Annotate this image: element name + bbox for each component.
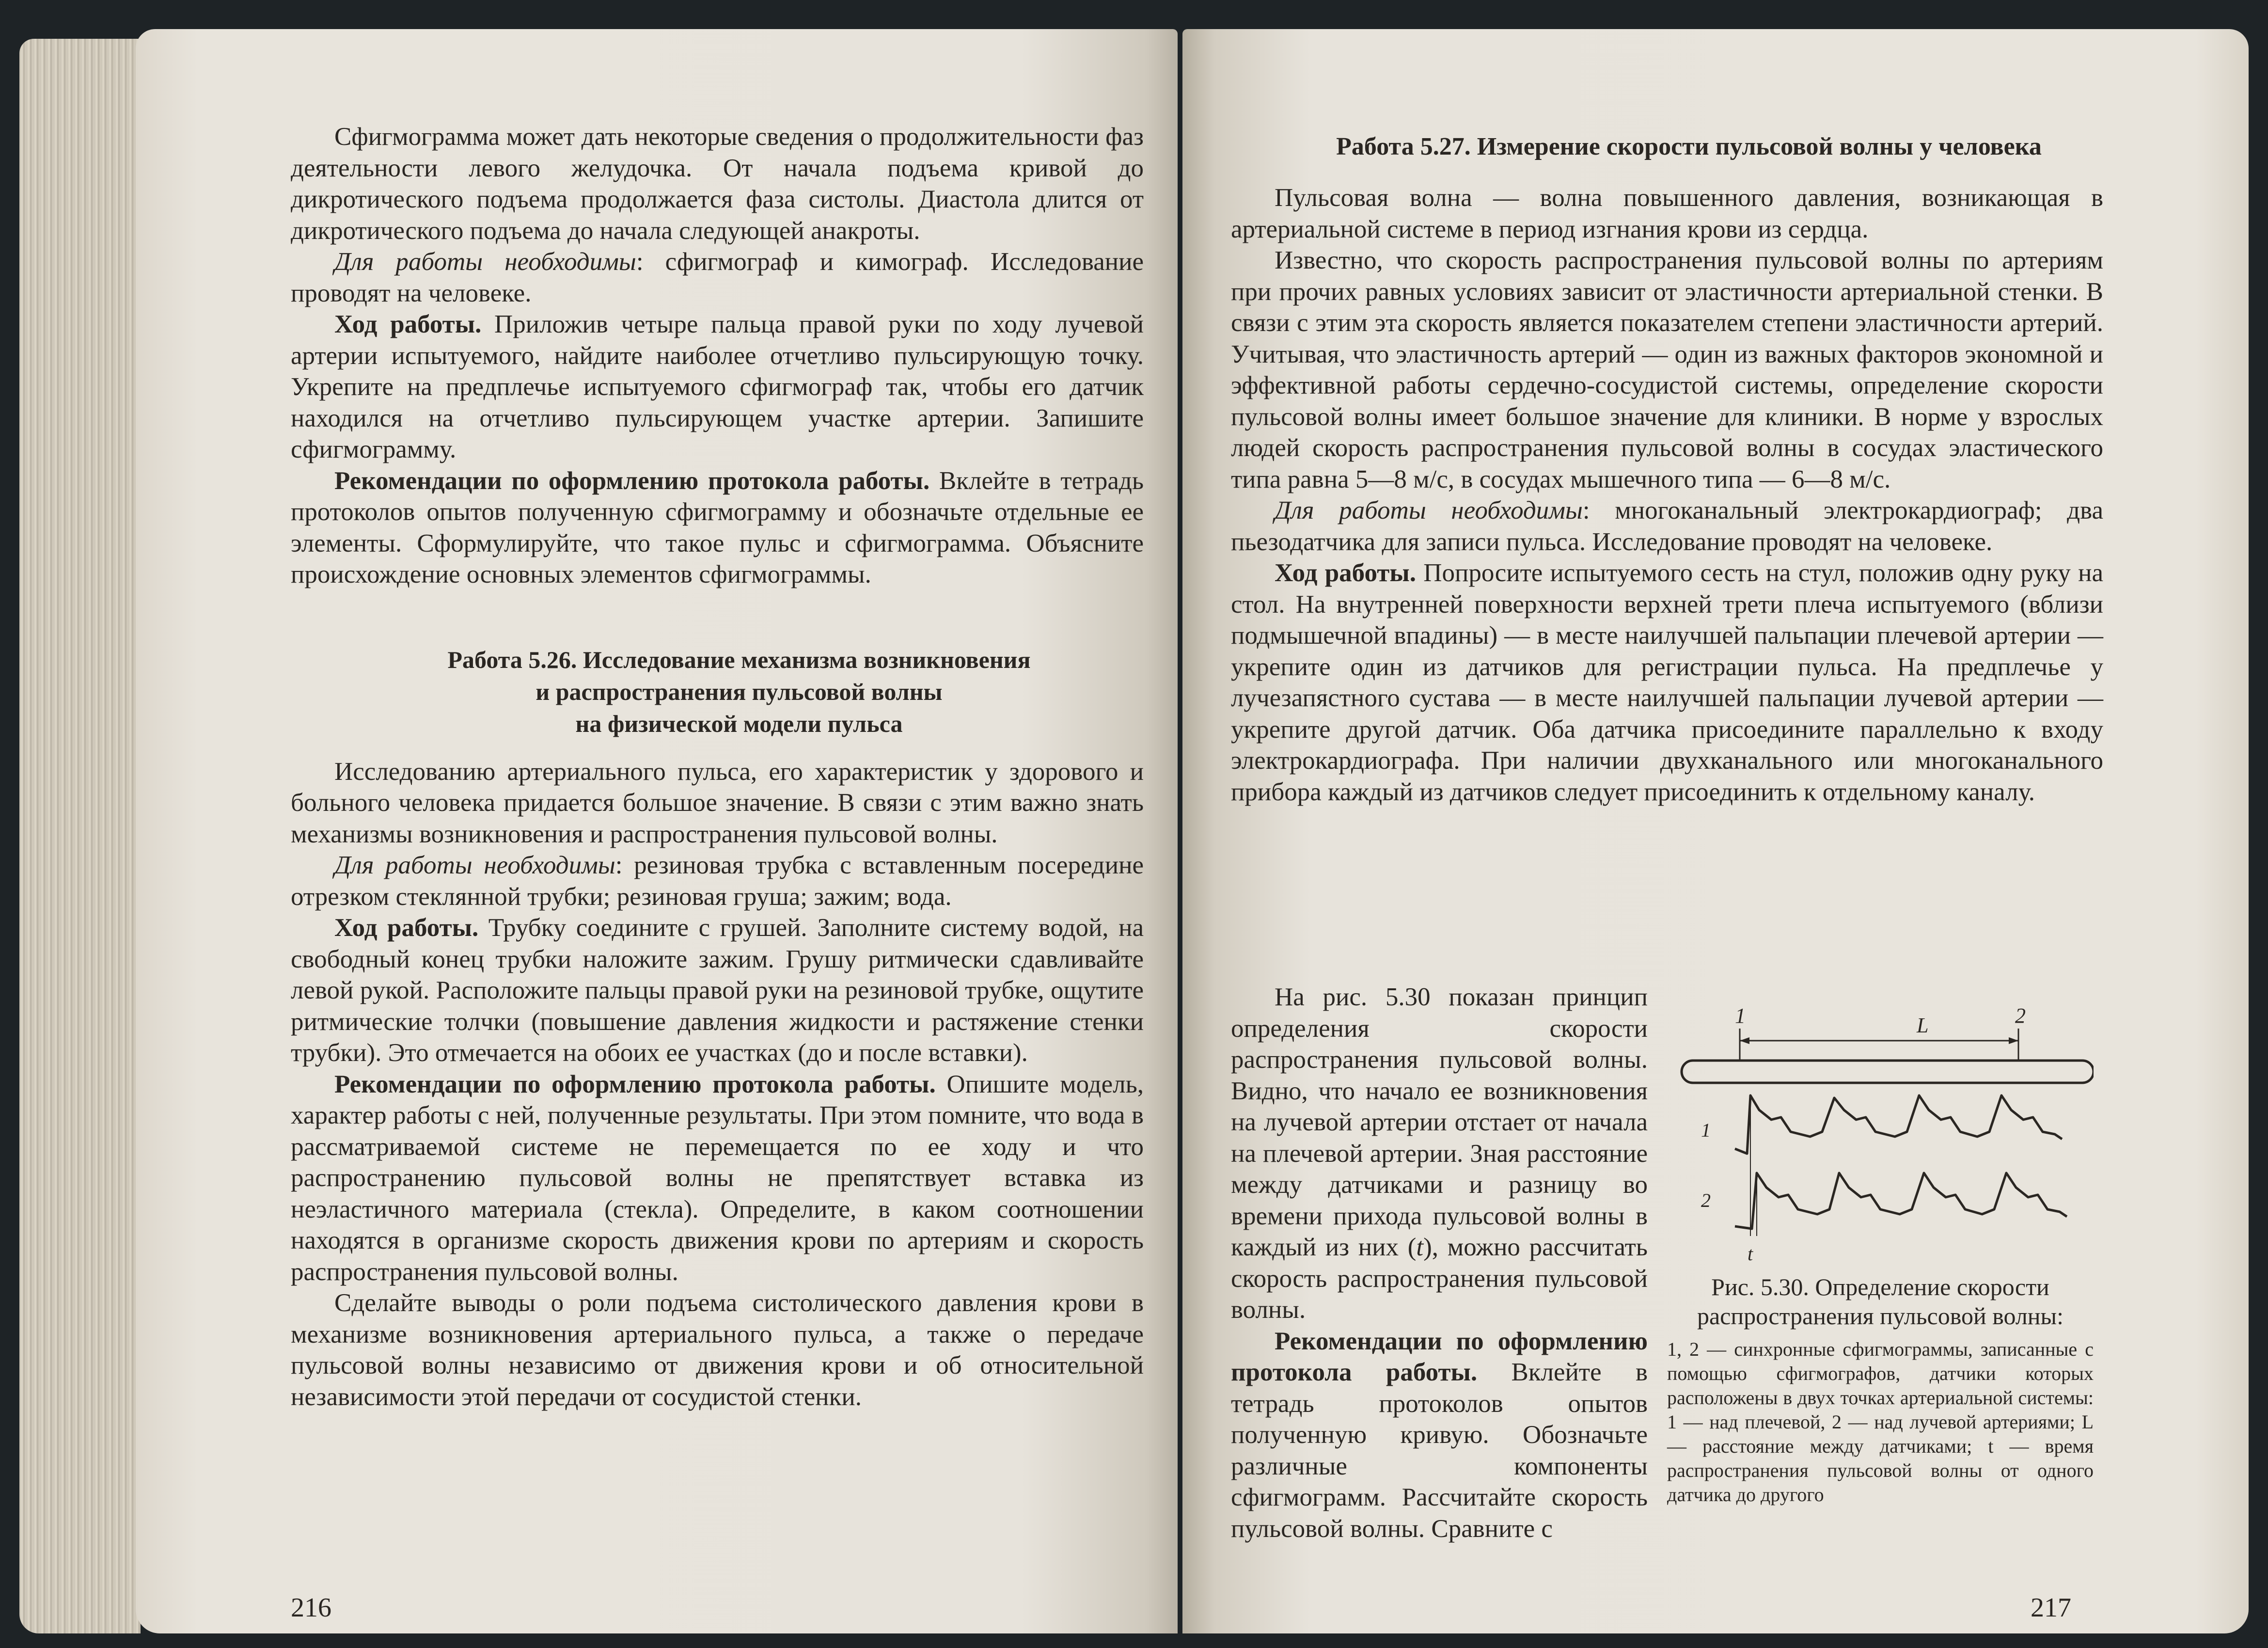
left-page-body xyxy=(291,121,1144,1412)
protocol-label: Рекомендации по оформлению протокола работы. xyxy=(334,1070,936,1098)
book-page-edges xyxy=(19,39,141,1633)
procedure-label: Ход работы. xyxy=(1275,559,1416,587)
protocol-label: Рекомендации по оформлению протокола работы. xyxy=(334,466,930,495)
right-paragraph-5: На рис. 5.30 показан принцип определения скорости распространения пульсовой волны. Видно, что начало ее возникновения на лучевой артерии отстает от начала на плечевой артерии. Зная расстояние между датчиками и разницу во времени прихода пульсовой волны в каждый из них (t), можно рассчитать скорость распространения пульсовой волны. xyxy=(1231,983,1648,1324)
distance-arrow xyxy=(1740,1029,2018,1061)
figure-legend: 1, 2 — синхронные сфигмограммы, записанные с помощью сфигмографов, датчики которых расположены в двух точках артериальной системы: 1 — над плечевой, 2 — над лучевой артериями; L — расстояние между датчиками; t — время распространения пульсовой волны от одного датчика до другого xyxy=(1667,1338,2094,1505)
materials-label: Для работы необходимы xyxy=(1275,496,1583,524)
time-label: t xyxy=(1748,1243,1753,1265)
right-page xyxy=(1182,29,2249,1633)
right-paragraph-6: Рекомендации по оформлению протокола работы. Вклейте в тетрадь протоколов опытов полученную кривую. Обозначьте различные компоненты сфигмограмм. Рассчитайте скорость пульсовой волны. Сравните с xyxy=(1231,1327,1648,1543)
section-heading-line-2: и распространения пульсовой волны xyxy=(536,678,943,705)
intro-paragraph-2: Для работы необходимы: сфигмограф и кимограф. Исследование проводят на человеке. xyxy=(291,248,1144,307)
right-paragraph-1: Пульсовая волна — волна повышенного давления, возникающая в артериальной системе в период изгнания крови из сердца. xyxy=(1231,184,2103,243)
section-paragraph-3: Ход работы. Трубку соедините с грушей. Заполните систему водой, на свободный конец трубки наложите зажим. Грушу ритмически сдавливайте левой рукой. Расположите пальцы правой руки на резиновой трубке, ощутите ритмические толчки (повышение давления жидкости и растяжение стенки трубки). Это отмечается на обоих ее участках (до и после вставки). xyxy=(291,914,1144,1067)
procedure-label: Ход работы. xyxy=(334,914,479,942)
sensor-1-label: 1 xyxy=(1735,1004,1746,1028)
trace-2-label: 2 xyxy=(1701,1189,1711,1211)
right-paragraph-2: Известно, что скорость распространения пульсовой волны по артериям при прочих равных условиях зависит от эластичности артериальной стенки. В связи с этим эта скорость является показателем степени эластичности артерий. Учитывая, что эластичность артерий — один из важных факторов экономной и эффективной работы сердечно-сосудистой системы, определение скорости пульсовой волны имеет большое значение для клиники. В норме у взрослых людей скорость распространения пульсовой волны в сосудах эластического типа равна 5—8 м/с, в сосудах мышечного типа — 6—8 м/с. xyxy=(1231,246,2103,493)
intro-paragraph-4: Рекомендации по оформлению протокола работы. Вклейте в тетрадь протоколов опытов полученную сфигмограмму и обозначьте отдельные ее элементы. Сформулируйте, что такое пульс и сфигмограмма. Объясните происхождение основных элементов сфигмограммы. xyxy=(291,466,1144,588)
pulse-wave-diagram xyxy=(1667,998,2094,1270)
sphygmogram-trace-2 xyxy=(1735,1173,2067,1229)
figure-5-30 xyxy=(1667,998,2094,1507)
section-paragraph-1: Исследованию артериального пульса, его характеристик у здорового и больного человека придается большое значение. В связи с этим важно знать механизмы возникновения и распространения пульсовой волны. xyxy=(291,757,1144,848)
protocol-label: Рекомендации по оформлению протокола работы. xyxy=(1231,1327,1648,1386)
artery-tube xyxy=(1682,1061,2094,1083)
right-page-column-text xyxy=(1231,982,1648,1544)
left-page xyxy=(136,29,1178,1633)
section-heading-line-3: на физической модели пульса xyxy=(575,710,903,737)
page-number-right: 217 xyxy=(2031,1593,2071,1623)
right-paragraph-4: Ход работы. Попросите испытуемого сесть на стул, положив одну руку на стол. На внутренней поверхности верхней трети плеча испытуемого (вблизи подмышечной впадины) — в месте наилучшей пальпации плечевой артерии — укрепите один из датчиков для регистрации пульса. На предплечье у лучезапястного сустава — в месте наилучшей пальпации лучевой артерии — укрепите другой датчик. Оба датчика присоедините параллельно к входу электрокардиографа. При наличии двухканального или многоканального прибора каждый из датчиков следует присоединить к отдельному каналу. xyxy=(1231,559,2103,806)
procedure-label: Ход работы. xyxy=(334,310,482,338)
section-paragraph-2: Для работы необходимы: резиновая трубка с вставленным посередине отрезком стеклянной трубки; резиновая груша; зажим; вода. xyxy=(291,851,1144,911)
work-heading: Работа 5.27. Измерение скорости пульсовой волны у человека xyxy=(1336,133,2042,160)
materials-label: Для работы необходимы xyxy=(334,851,615,879)
right-paragraph-3: Для работы необходимы: многоканальный электрокардиограф; два пьезодатчика для записи пульса. Исследование проводят на человеке. xyxy=(1231,496,2103,556)
sensor-2-label: 2 xyxy=(2015,1004,2026,1028)
intro-paragraph-3: Ход работы. Приложив четыре пальца правой руки по ходу лучевой артерии испытуемого, найдите наиболее отчетливо пульсирующую точку. Укрепите на предплечье испытуемого сфигмограф так, чтобы его датчик находился на отчетливо пульсирующем участке артерии. Запишите сфигмограмму. xyxy=(291,310,1144,463)
page-number-left: 216 xyxy=(291,1593,331,1623)
figure-caption: Рис. 5.30. Определение скорости распространения пульсовой волны: xyxy=(1697,1273,2064,1330)
materials-label: Для работы необходимы xyxy=(334,248,636,276)
section-paragraph-5: Сделайте выводы о роли подъема систолического давления крови в механизме возникновения артериального пульса, а также о передаче пульсовой волны независимо от движения крови и об относительной независимости этой передачи от сосудистой стенки. xyxy=(291,1289,1144,1411)
intro-paragraph-1: Сфигмограмма может дать некоторые сведения о продолжительности фаз деятельности левого желудочка. От начала подъема кривой до дикротического подъема продолжается фаза систолы. Диастола длится от дикротического подъема до начала следующей анакроты. xyxy=(291,123,1144,245)
trace-1-label: 1 xyxy=(1701,1119,1711,1141)
sphygmogram-trace-1 xyxy=(1735,1095,2062,1154)
right-page-body xyxy=(1231,131,2103,808)
distance-label: L xyxy=(1917,1014,1929,1037)
section-heading-line-1: Работа 5.26. Исследование механизма возникновения xyxy=(447,646,1031,673)
section-paragraph-4: Рекомендации по оформлению протокола работы. Опишите модель, характер работы с ней, полученные результаты. При этом помните, что вода в рассматриваемой системе не перемещается по ее ходу и что распространению пульсовой волны не препятствует вставка из неэластичного материала (стекла). Определите, в каком соотношении находятся в организме скорость движения крови по артериям и скорость распространения пульсовой волны. xyxy=(291,1070,1144,1286)
